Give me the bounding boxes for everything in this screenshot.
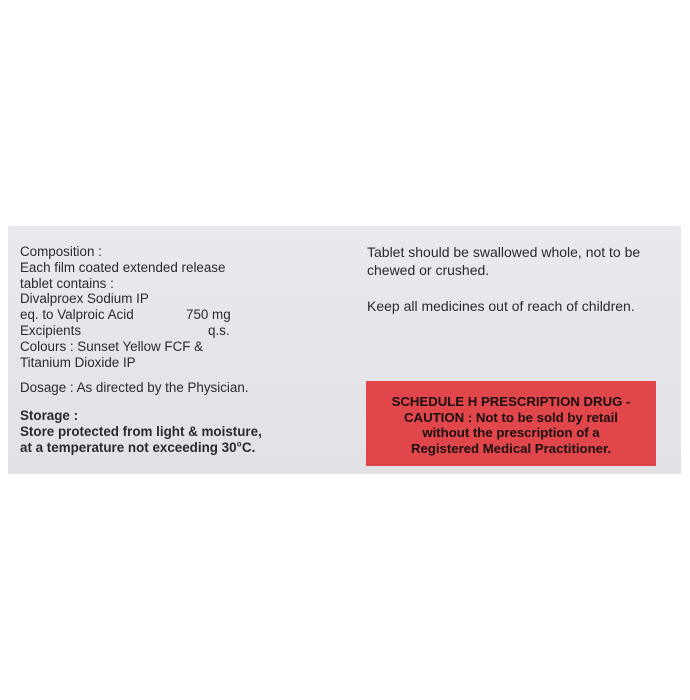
label-panel bbox=[8, 226, 681, 474]
composition-heading: Composition : bbox=[20, 244, 102, 259]
storage-heading: Storage : bbox=[20, 408, 79, 424]
swallow-line: chewed or crushed. bbox=[367, 261, 490, 278]
schedule-h-caution-box bbox=[366, 381, 656, 466]
excipients-label: Excipients bbox=[20, 322, 82, 338]
excipients-value: q.s. bbox=[208, 322, 230, 338]
composition-line: tablet contains : bbox=[20, 275, 114, 291]
colours-line: Colours : Sunset Yellow FCF & bbox=[20, 338, 204, 354]
keep-away-text: Keep all medicines out of reach of children. bbox=[367, 298, 635, 314]
caution-line: Registered Medical Practitioner. bbox=[410, 440, 612, 456]
dosage-text: Dosage : As directed by the Physician. bbox=[20, 380, 249, 396]
storage-line: at a temperature not exceeding 30°C. bbox=[20, 439, 256, 455]
composition-column bbox=[20, 244, 290, 456]
swallow-line: Tablet should be swallowed whole, not to be bbox=[367, 244, 641, 260]
excipients-row bbox=[20, 323, 290, 339]
composition-line: Divalproex Sodium IP bbox=[20, 291, 149, 307]
valproic-row bbox=[20, 307, 290, 323]
instructions-column bbox=[367, 244, 667, 316]
caution-line: SCHEDULE H PRESCRIPTION DRUG - bbox=[391, 394, 631, 409]
composition-line: Each film coated extended release bbox=[20, 259, 226, 275]
valproic-value: 750 mg bbox=[186, 307, 231, 323]
valproic-label: eq. to Valproic Acid bbox=[20, 307, 134, 323]
storage-line: Store protected from light & moisture, bbox=[20, 423, 262, 439]
caution-line: CAUTION : Not to be sold by retail bbox=[404, 409, 618, 425]
colours-line: Titanium Dioxide IP bbox=[20, 354, 136, 370]
storage-block bbox=[20, 408, 290, 455]
caution-line: without the prescription of a bbox=[422, 425, 600, 441]
